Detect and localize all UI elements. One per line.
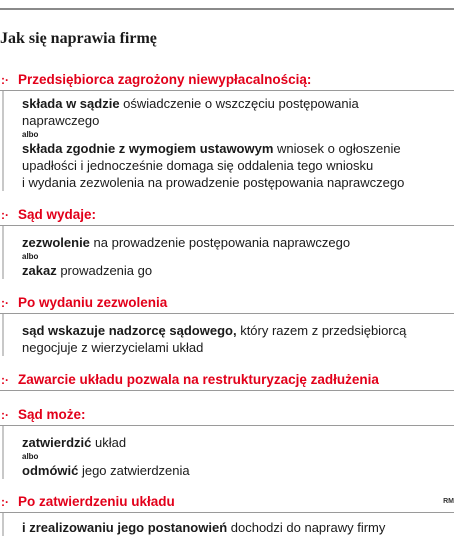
bold-phrase: składa w sądzie [22, 96, 120, 111]
connector-albo: albo [22, 252, 39, 261]
page-title: Jak się naprawia firmę [0, 30, 157, 47]
section-heading-text: Po zatwierdzeniu układu [18, 494, 175, 509]
connector-albo: albo [22, 130, 39, 139]
line-text: i wydania zezwolenia na prowadzenie postępowania naprawczego [22, 175, 405, 190]
bold-phrase: zatwierdzić [22, 435, 92, 450]
section-after-permit [0, 295, 454, 356]
section-heading-text: Sąd może: [18, 407, 86, 422]
text-line [22, 174, 454, 191]
arrow-icon: :· [1, 296, 9, 310]
bold-phrase: zezwolenie [22, 235, 90, 250]
line-text: negocjuje z wierzycielami układ [22, 340, 204, 355]
text-line [22, 339, 454, 356]
section-heading-text: Sąd wydaje: [18, 207, 97, 222]
section-court-issues [0, 207, 454, 279]
line-text: jego zatwierdzenia [78, 463, 190, 478]
line-text: który razem z przedsiębiorcą [236, 323, 407, 338]
section-insolvency-threat [0, 72, 454, 191]
line-text: na prowadzenie postępowania naprawczego [89, 235, 351, 250]
section-body [2, 513, 454, 536]
section-heading [0, 372, 454, 390]
connector-albo: albo [22, 452, 39, 461]
arrow-icon: :· [1, 408, 9, 422]
bold-phrase: odmówić [22, 463, 79, 478]
section-heading [0, 72, 454, 90]
bold-phrase: zakaz [22, 263, 57, 278]
bold-phrase: i zrealizowaniu jego postanowień [22, 520, 228, 535]
author-credit: RM [443, 498, 454, 505]
text-line [22, 95, 454, 112]
section-agreement-restructuring [0, 372, 454, 391]
section-body [2, 314, 454, 356]
section-rule [0, 390, 454, 391]
text-line [22, 234, 454, 251]
text-line [22, 157, 454, 174]
line-text: wniosek o ogłoszenie [273, 141, 401, 156]
text-line [22, 519, 454, 536]
section-court-may [0, 407, 454, 479]
section-heading-text: Zawarcie układu pozwala na restrukturyzację zadłużenia [18, 372, 379, 387]
arrow-icon: :· [1, 373, 9, 387]
line-text: prowadzenia go [56, 263, 153, 278]
section-heading-text: Przedsiębiorca zagrożony niewypłacalnością: [18, 72, 312, 87]
section-after-approval [0, 494, 454, 536]
text-line [22, 322, 454, 339]
section-heading [0, 207, 454, 225]
text-line [22, 434, 454, 451]
bold-phrase: składa zgodnie z wymogiem ustawowym [22, 141, 274, 156]
bold-phrase: sąd wskazuje nadzorcę sądowego, [22, 323, 237, 338]
section-heading-text: Po wydaniu zezwolenia [18, 295, 168, 310]
line-text: dochodzi do naprawy firmy [227, 520, 386, 535]
arrow-icon: :· [1, 73, 9, 87]
section-heading [0, 407, 454, 425]
section-body [2, 426, 454, 479]
text-line [22, 462, 454, 479]
arrow-icon: :· [1, 208, 9, 222]
top-divider [0, 8, 454, 10]
line-text: układ [91, 435, 127, 450]
section-heading [0, 494, 454, 512]
section-body [2, 226, 454, 279]
text-line [22, 112, 454, 129]
section-body [2, 91, 454, 191]
line-text: oświadczenie o wszczęciu postępowania [119, 96, 359, 111]
section-heading [0, 295, 454, 313]
text-line [22, 140, 454, 157]
text-line [22, 262, 454, 279]
line-text: upadłości i jednocześnie domaga się oddalenia tego wniosku [22, 158, 374, 173]
arrow-icon: :· [1, 495, 9, 509]
line-text: naprawczego [22, 113, 100, 128]
